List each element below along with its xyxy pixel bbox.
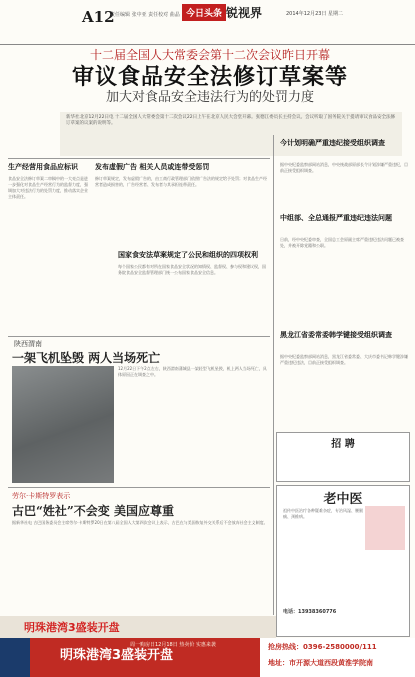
doctor-ad bbox=[276, 485, 410, 637]
doctor-ad-image bbox=[365, 506, 405, 550]
divider bbox=[8, 158, 270, 159]
divider bbox=[8, 487, 270, 488]
banner-big-text: 明珠港湾3盛装开盘 bbox=[60, 648, 174, 663]
section-title: 锐视界 bbox=[226, 6, 263, 20]
column-title: 生产经营用食品应标识 bbox=[8, 162, 78, 171]
photo-story-region: 陕西渭南 bbox=[14, 340, 42, 348]
masthead bbox=[0, 0, 415, 45]
rail-body: 据中央纪委监察部网站消息，黑龙江省委常委、大庆市委书记韩学键涉嫌严重违纪违法，目前正接受组织调查。 bbox=[280, 354, 408, 365]
rail-body: 据中央纪委监察部网站消息，中央统战部原部长令计划涉嫌严重违纪，目前正接受组织调查。 bbox=[280, 162, 408, 173]
strip-ad-text: 明珠港湾3盛装开盘 bbox=[24, 621, 120, 634]
rail-title: 中组部、全总通报严重违纪违法问题 bbox=[280, 213, 392, 222]
divider bbox=[8, 336, 270, 337]
photo-story-title: 一架飞机坠毁 两人当场死亡 bbox=[12, 351, 161, 365]
photo-story-body: 12月22日下午2点左右，陕西渭南蒲城县一架轻型飞机坠毁，机上两人当场死亡，具体原因正在调查之中。 bbox=[118, 366, 267, 377]
recruitment-ad bbox=[276, 432, 410, 482]
main-subhead: 加大对食品安全违法行为的处罚力度 bbox=[105, 90, 314, 105]
main-kicker: 十二届全国人大常委会第十二次会议昨日开幕 bbox=[89, 48, 330, 62]
column-divider bbox=[273, 135, 274, 615]
phone-label: 抢房热线：0396-2580000/111 bbox=[268, 643, 377, 651]
column-title: 国家食安法草案规定了公民和组织的四项权利 bbox=[118, 250, 258, 259]
doctor-ad-title: 老中医 bbox=[323, 492, 363, 507]
doctor-ad-phone: 电话：13938360776 bbox=[283, 609, 337, 615]
page-number: A12 bbox=[82, 8, 115, 26]
world-title: 古巴“姓社”不会变 美国应尊重 bbox=[12, 504, 174, 518]
world-kicker: 劳尔·卡斯特罗表示 bbox=[12, 492, 71, 500]
doctor-ad-body: 祖传中医治疗各种疑难杂症，专治风湿、腰腿痛、颈椎病。 bbox=[283, 508, 363, 519]
rail-title: 黑龙江省委常委韩学键接受组织调查 bbox=[280, 330, 392, 339]
column-body: 修订草案规定，发布虚假广告的，由工商行政管理部门依照广告法的规定给予处罚；对食品生产经营者造成损害的，广告经营者、发布者与其承担连带责任。 bbox=[95, 176, 267, 187]
editor-line: 责任编辑 张中亚 责任校对 曲晶 bbox=[110, 12, 180, 18]
bottom-banner-ad bbox=[0, 638, 415, 677]
date-line: 2014年12月23日 星期二 bbox=[286, 11, 344, 17]
newspaper-logo: 今日头条 bbox=[182, 4, 226, 21]
real-estate-strip-ad bbox=[0, 616, 276, 638]
brand-logo bbox=[0, 638, 30, 677]
lead-paragraph: 新华社北京12月22日电 十二届全国人大常委会第十二次会议22日上午在北京人民大会堂开幕。张德江委员长主持会议。会议听取了国务院关于提请审议食品安全法修订草案的议案的说明等。 bbox=[60, 112, 402, 156]
recruitment-title: 招 聘 bbox=[331, 439, 355, 450]
banner-contact bbox=[260, 638, 415, 677]
world-body: 据新华社电 古巴国务委员会主席劳尔·卡斯特罗20日在第八届全国人大第四次会议上表示，古巴在与美国恢复外交关系后不会放弃社会主义制度。 bbox=[12, 520, 268, 525]
rail-body: 日前，经中央纪委审查，全国总工会原副主席严重违纪违法问题已被查处，并被开除党籍和公职。 bbox=[280, 237, 404, 248]
address-label: 地址：市开源大道西段黄淮学院南 bbox=[268, 659, 373, 667]
column-body: 食品安全法修订草案二审稿中的一大亮点是进一步强化对食品生产经营行为的监督力度，强调加大对违法行为的处罚力度，推动落实企业主体责任。 bbox=[8, 176, 88, 199]
column-title: 发布虚假广告 相关人员或连带受惩罚 bbox=[95, 162, 210, 171]
main-headline: 审议食品安全法修订草案等 bbox=[71, 64, 348, 90]
rail-title: 今计划明确严重违纪接受组织调查 bbox=[280, 138, 385, 147]
banner-small-text: 周一购房日12月18日 热卖价 实惠来袭 bbox=[130, 642, 216, 648]
column-body: 每个国家公民都有对所在国家食品安全状况的知情权、监督权、参与权和建议权，国务院食品安全监督管理部门统一公布国家食品安全信息。 bbox=[118, 264, 266, 275]
banner-promo bbox=[30, 638, 260, 677]
news-photo bbox=[12, 366, 114, 483]
